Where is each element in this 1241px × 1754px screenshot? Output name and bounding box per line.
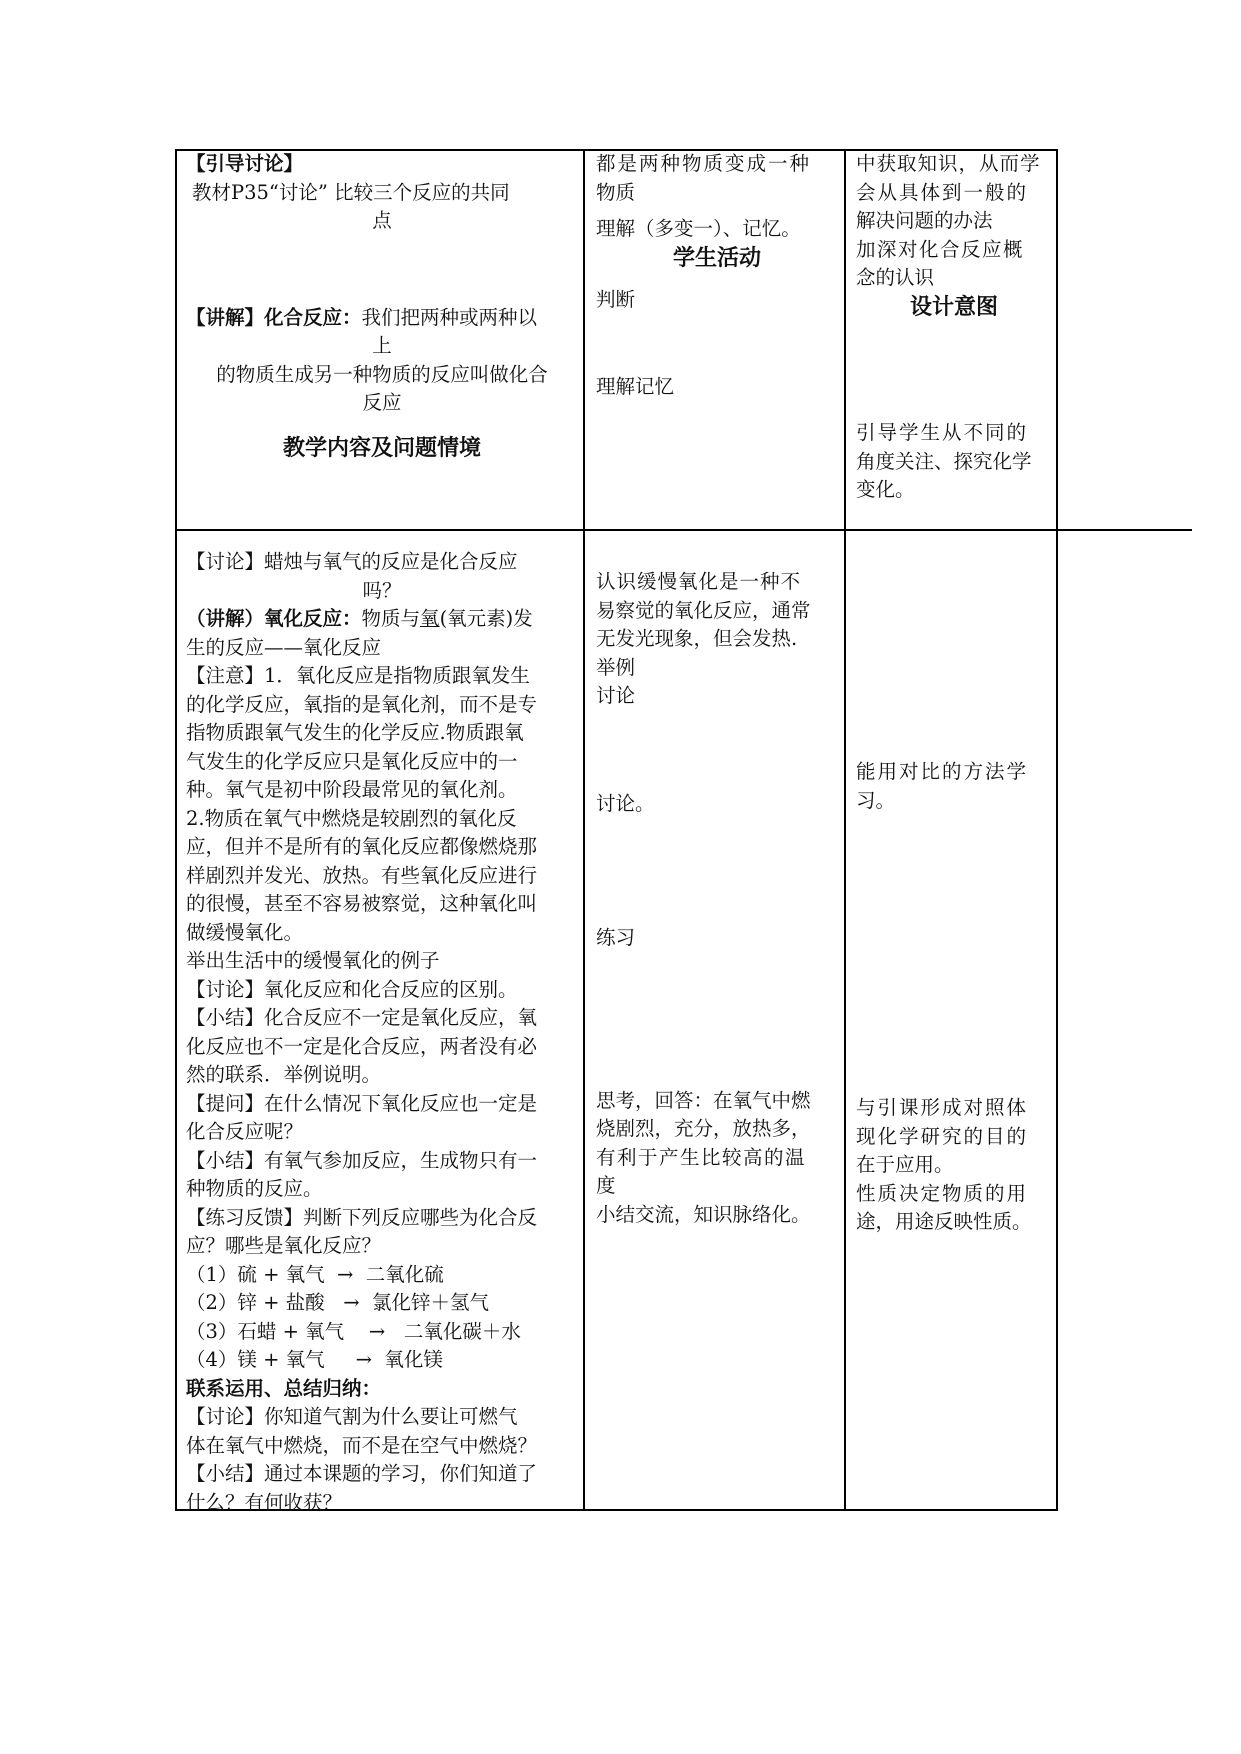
definition-text-cont3: 反应: [362, 391, 402, 414]
student-activity-line: 小结交流，知识脉络化。: [596, 1202, 811, 1226]
student-activity-line: 判断: [596, 288, 636, 311]
student-activity-line: 烧剧烈，充分，放热多，: [596, 1117, 811, 1140]
content-line: 【小结】通过本课题的学习，你们知道了: [186, 1462, 538, 1485]
content-line: 应？哪些是氧化反应？: [186, 1234, 382, 1257]
definition-text: (氧元素)发: [439, 607, 533, 630]
content-line: 应，但并不是所有的氧化反应都像燃烧那: [186, 835, 538, 858]
summary-section-title: 联系运用、总结归纳：: [186, 1376, 382, 1400]
guide-discussion-title: 【引导讨论】: [186, 152, 304, 175]
content-line: 化合反应呢？: [186, 1120, 304, 1143]
design-intent-line: 念的认识: [856, 266, 935, 289]
content-line: 样剧烈并发光、放热。有些氧化反应进行: [186, 863, 538, 887]
content-line: 【提问】在什么情况下氧化反应也一定是: [186, 1091, 538, 1115]
equation-line: （1）硫 + 氧气 → 二氧化硫: [186, 1262, 444, 1286]
student-activity-line: 思考，回答：在氧气中燃: [596, 1088, 811, 1112]
student-activity-line: 度: [596, 1174, 616, 1197]
row1-student-activity-cell: [596, 150, 838, 401]
student-activity-line: 认识缓慢氧化是一种不: [596, 570, 802, 593]
design-intent-line: 能用对比的方法学: [856, 760, 1029, 783]
student-activity-line: 理解记忆: [596, 374, 675, 398]
textbook-discussion-line: 教材P35“讨论” 比较三个反应的共同: [192, 180, 510, 204]
row2-student-activity-cell: [596, 568, 838, 1229]
row2-design-intent-cell: [856, 758, 1052, 1237]
definition-text: 我们把两种或两种以: [361, 305, 538, 329]
row2-teaching-content-cell: [186, 548, 578, 1517]
combination-reaction-term: 化合反应：: [264, 305, 362, 329]
equation-line: （2）锌 + 盐酸 → 氯化锌＋氢气: [186, 1291, 489, 1314]
design-intent-line: 变化。: [856, 478, 915, 501]
content-line: 生的反应——氧化反应: [186, 635, 382, 659]
table-right-border: [1056, 149, 1058, 1511]
content-line: 【讨论】氧化反应和化合反应的区别。: [186, 977, 518, 1001]
student-activity-header: 学生活动: [672, 244, 761, 271]
student-activity-line: 举例: [596, 655, 636, 679]
student-activity-line: 理解（多变一）、记忆。: [596, 217, 801, 240]
content-line: 【小结】化合反应不一定是氧化反应，氧: [186, 1006, 538, 1029]
student-activity-line: 易察觉的氧化反应，通常: [596, 598, 811, 622]
content-line: 【练习反馈】判断下列反应哪些为化合反: [186, 1205, 538, 1229]
design-intent-line: 与引课形成对照体: [856, 1096, 1029, 1119]
row-divider: [175, 529, 1192, 531]
column-divider-2: [844, 149, 846, 1511]
textbook-discussion-line-cont: 点: [372, 209, 392, 232]
content-line: 气发生的化学反应只是氧化反应中的一: [186, 749, 518, 773]
row1-design-intent-cell: [856, 150, 1052, 505]
content-line: 2.物质在氧气中燃烧是较剧烈的氧化反: [186, 806, 517, 830]
design-intent-line: 途，用途反映性质。: [856, 1210, 1032, 1233]
content-line: 吗？: [362, 578, 402, 602]
definition-text-cont2: 的物质生成另一种物质的反应叫做化合: [216, 362, 548, 386]
content-line: 种物质的反应。: [186, 1177, 323, 1200]
content-line: 种。氧气是初中阶段最常见的氧化剂。: [186, 778, 518, 801]
content-line: 【讨论】蜡烛与氧气的反应是化合反应: [186, 550, 518, 573]
content-line: 什么？有何收获？: [186, 1490, 343, 1514]
content-line: 的很慢，甚至不容易被察觉，这种氧化叫: [186, 892, 538, 915]
teaching-content-header: 教学内容及问题情境: [282, 434, 481, 461]
design-intent-line: 现化学研究的目的: [856, 1124, 1029, 1148]
row1-teaching-content-cell: [186, 150, 578, 462]
content-line: 的化学反应，氧指的是氧化剂，而不是专: [186, 692, 538, 716]
definition-text-cont1: 上: [372, 334, 392, 357]
oxidation-reaction-definition: [186, 605, 578, 634]
student-activity-line: 讨论: [596, 684, 636, 707]
design-intent-line: 会从具体到一般的: [856, 180, 1029, 204]
content-line: 然的联系．举例说明。: [186, 1063, 382, 1086]
design-intent-line: 解决问题的办法: [856, 209, 993, 232]
student-activity-line: 物质: [596, 180, 636, 204]
explain-tag: 【讲解】: [186, 305, 265, 329]
content-line: 体在氧气中燃烧，而不是在空气中燃烧？: [186, 1433, 538, 1457]
equation-line: （3）石蜡 + 氧气 → 二氧化碳＋水: [186, 1319, 521, 1343]
content-line: 做缓慢氧化。: [186, 920, 304, 944]
definition-text: 物质与: [361, 607, 421, 630]
design-intent-line: 习。: [856, 788, 896, 812]
design-intent-line: 加深对化合反应概: [856, 237, 1025, 261]
table-left-border: [175, 149, 177, 1511]
student-activity-line: 都是两种物质变成一种: [596, 152, 812, 175]
oxidation-reaction-term: 氧化反应：: [264, 607, 362, 630]
student-activity-line: 有利于产生比较高的温: [596, 1145, 807, 1169]
student-activity-line: 练习: [596, 926, 636, 949]
equation-line: （4）镁 + 氧气 → 氧化镁: [186, 1348, 443, 1371]
oxygen-underlined: 氧: [420, 607, 440, 630]
student-activity-line: 无发光现象，但会发热.: [596, 627, 798, 650]
student-activity-line: 讨论。: [596, 791, 655, 815]
combination-reaction-definition: [186, 304, 578, 333]
content-line: 指物质跟氧气发生的化学反应.物质跟氧: [186, 721, 524, 744]
design-intent-line: 角度关注、探究化学: [856, 449, 1032, 473]
design-intent-line: 中获取知识，从而学: [856, 152, 1041, 175]
content-line: 化反应也不一定是化合反应，两者没有必: [186, 1034, 538, 1058]
content-line: 【小结】有氧气参加反应，生成物只有一: [186, 1148, 538, 1172]
design-intent-header: 设计意图: [909, 293, 998, 320]
content-line: 【讨论】你知道气割为什么要让可燃气: [186, 1405, 518, 1428]
explain-tag: （讲解）: [186, 607, 265, 630]
content-line: 【注意】1．氧化反应是指物质跟氧发生: [186, 664, 530, 687]
design-intent-line: 引导学生从不同的: [856, 421, 1029, 444]
design-intent-line: 性质决定物质的用: [856, 1181, 1029, 1205]
column-divider-1: [583, 149, 585, 1511]
design-intent-line: 在于应用。: [856, 1153, 954, 1176]
content-line: 举出生活中的缓慢氧化的例子: [186, 949, 440, 972]
